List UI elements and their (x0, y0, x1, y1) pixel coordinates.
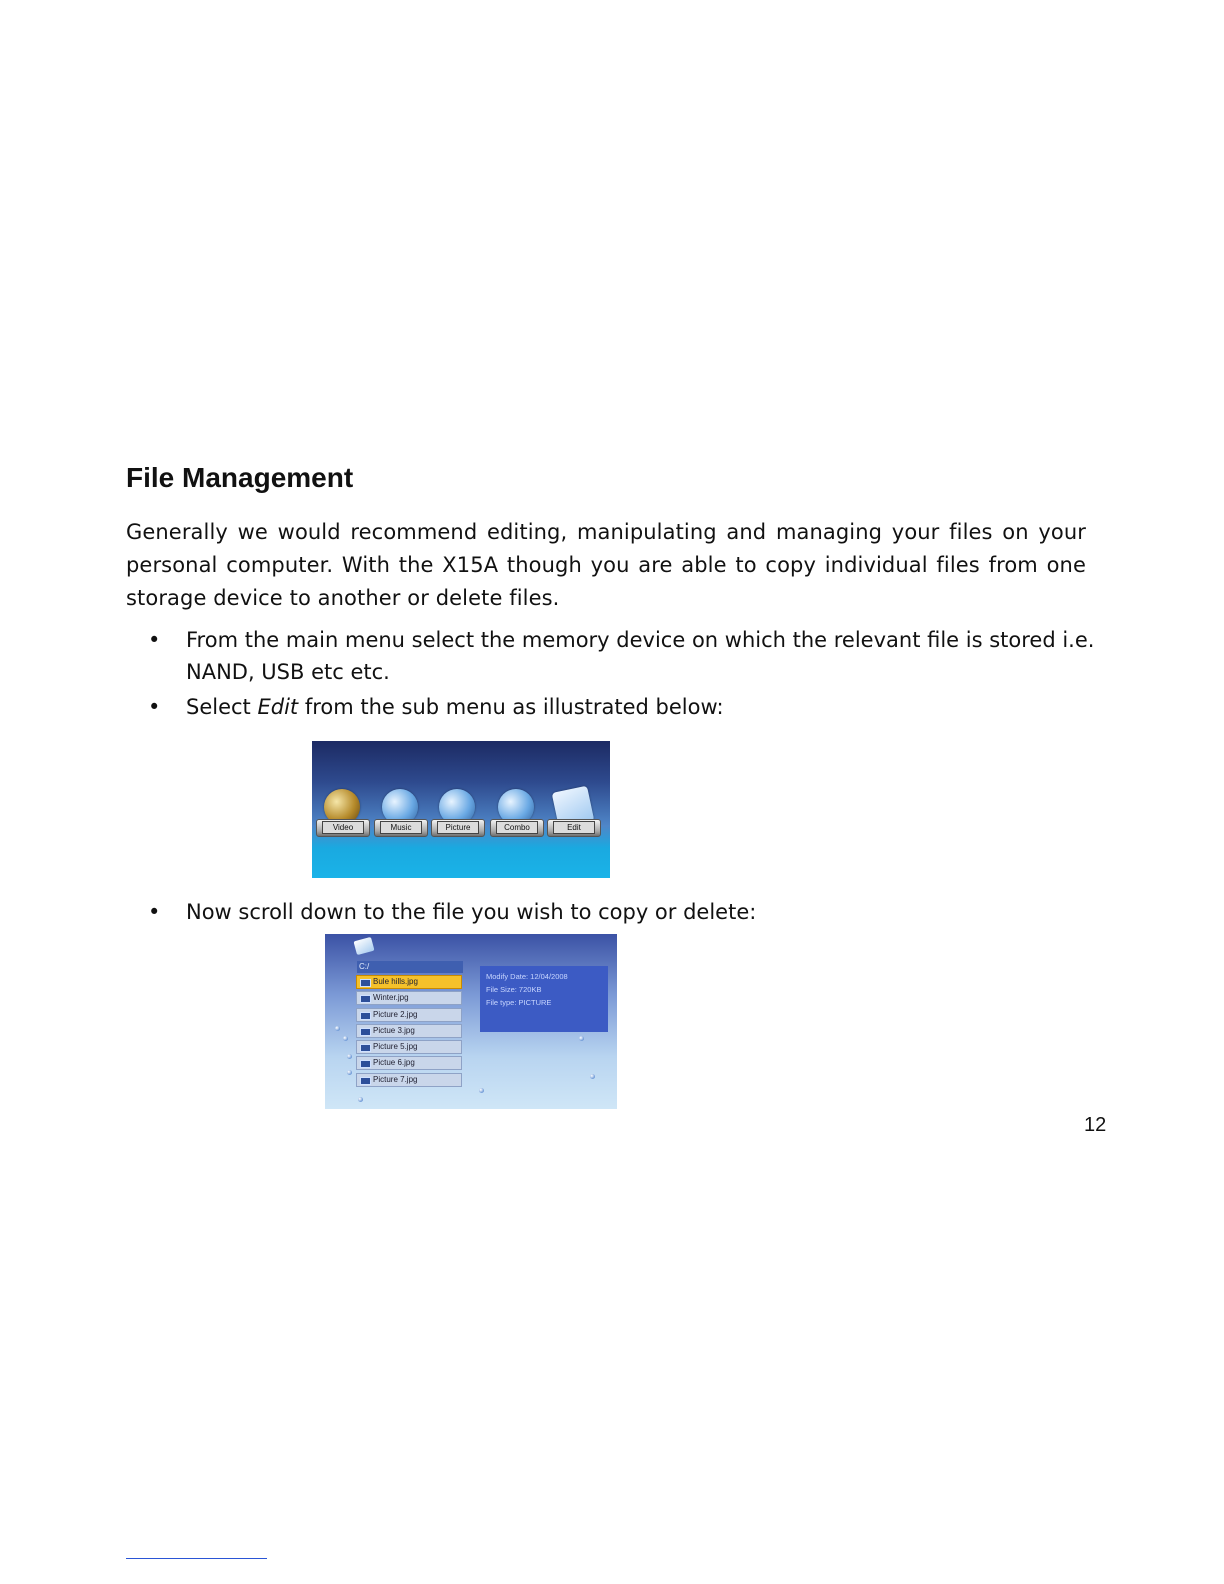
bullet-marker: • (148, 695, 161, 719)
menu-label-video: Video (322, 821, 364, 834)
footnote-rule (126, 1558, 267, 1559)
file-row (356, 1024, 462, 1038)
file-name: Winter.jpg (373, 993, 409, 1003)
file-row (356, 1008, 462, 1022)
image-file-icon (360, 1060, 371, 1068)
bubble-icon (335, 1026, 340, 1031)
menu-label-music: Music (380, 821, 422, 834)
folder-icon (353, 937, 374, 955)
menu-item-picture (431, 789, 483, 841)
image-file-icon (360, 979, 371, 987)
menu-item-music (374, 789, 426, 841)
bubble-icon (479, 1088, 484, 1093)
file-name: Pictue 3.jpg (373, 1025, 415, 1035)
main-menu-screenshot (312, 741, 610, 878)
image-file-icon (360, 1044, 371, 1052)
file-name: Bule hills.jpg (373, 977, 418, 986)
file-name: Picture 5.jpg (373, 1042, 418, 1052)
step-2-text-before: Select (186, 695, 258, 719)
edit-emphasis: Edit (257, 695, 299, 719)
image-file-icon (360, 1012, 371, 1020)
file-browser-screenshot (325, 934, 617, 1109)
step-2-text (186, 691, 724, 723)
menu-label-combo: Combo (496, 821, 538, 834)
bubble-icon (358, 1097, 363, 1102)
menu-item-edit (547, 789, 599, 841)
step-3-text: Now scroll down to the file you wish to copy or delete: (186, 900, 757, 924)
file-info-panel (480, 966, 608, 1032)
bullet-marker: • (148, 628, 161, 652)
menu-label-edit: Edit (553, 821, 595, 834)
bubble-icon (347, 1054, 352, 1059)
file-row (356, 991, 462, 1005)
bubble-icon (590, 1074, 595, 1079)
file-list (356, 975, 462, 1089)
menu-label-picture: Picture (437, 821, 479, 834)
step-1-text: From the main menu select the memory device on which the relevant file is stored i.e. NAND, USB etc etc. (186, 628, 1095, 684)
intro-paragraph: Generally we would recommend editing, manipulating and managing your files on your personal computer. With the X15A though you are able to copy individual files from one storage device to another or delete files. (126, 520, 1086, 610)
image-file-icon (360, 1028, 371, 1036)
menu-item-video (316, 789, 368, 841)
section-heading: File Management (126, 462, 354, 493)
file-name: Picture 2.jpg (373, 1009, 418, 1019)
file-row (356, 1040, 462, 1054)
page-number: 12 (1084, 1114, 1107, 1136)
file-row-selected (356, 975, 462, 989)
menu-item-combo (490, 789, 542, 841)
file-name: Pictue 6.jpg (373, 1058, 415, 1068)
image-file-icon (360, 995, 371, 1003)
step-2-text-after: from the sub menu as illustrated below: (298, 695, 724, 719)
image-file-icon (360, 1077, 371, 1085)
bubble-icon (347, 1070, 352, 1075)
bullet-marker: • (148, 900, 161, 924)
modify-date: Modify Date: 12/04/2008 (486, 972, 568, 981)
file-row (356, 1056, 462, 1070)
path-bar: C:/ (357, 961, 463, 973)
file-row (356, 1073, 462, 1087)
bubble-icon (343, 1036, 348, 1041)
bubble-icon (579, 1036, 584, 1041)
file-size: File Size: 720KB (486, 985, 542, 994)
file-name: Picture 7.jpg (373, 1074, 418, 1084)
file-type: File type: PICTURE (486, 998, 552, 1007)
